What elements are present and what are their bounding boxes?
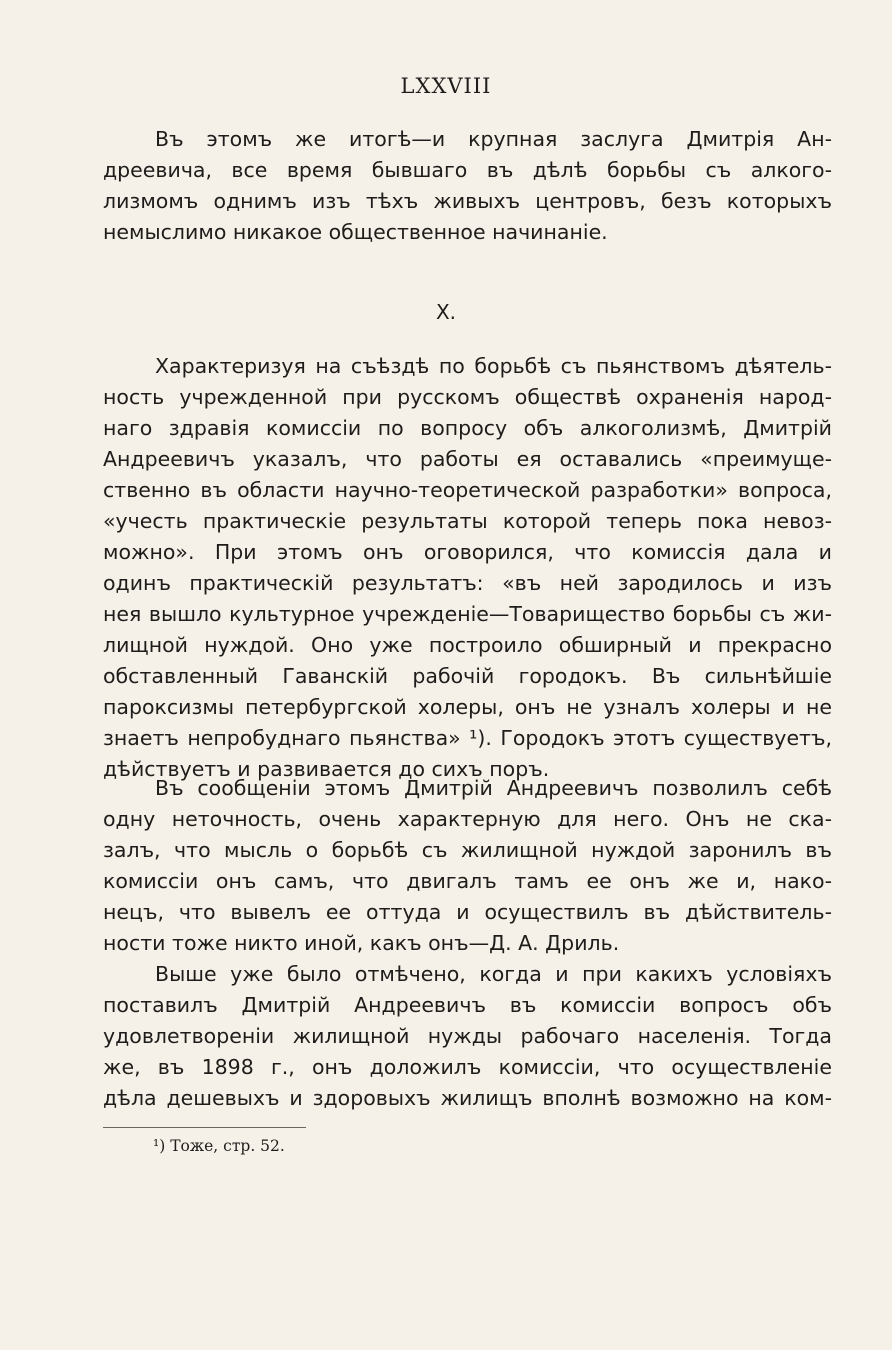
text-line: же, въ 1898 г., онъ доложилъ комиссіи, что осуществленіе — [103, 1055, 832, 1079]
text-line: обставленный Гаванскій рабочій городокъ. Въ сильнѣйшіе — [103, 664, 832, 688]
text-line: знаетъ непробуднаго пьянства» ¹). Городокъ этотъ существуетъ, — [103, 726, 832, 750]
text-line: комиссіи онъ самъ, что двигалъ тамъ ее онъ же и, нако- — [103, 869, 832, 893]
text-line: Въ сообщеніи этомъ Дмитрій Андреевичъ позволилъ себѣ — [155, 776, 832, 800]
text-line: одинъ практическій результатъ: «въ ней зародилось и изъ — [103, 571, 832, 595]
text-line: пароксизмы петербургской холеры, онъ не узналъ холеры и не — [103, 695, 832, 719]
paragraph-2 — [103, 351, 832, 785]
paragraph-1 — [103, 124, 832, 248]
text-line: дѣйствуетъ и развивается до сихъ поръ. — [103, 757, 550, 781]
text-line: Андреевичъ указалъ, что работы ея оставались «преимуще- — [103, 447, 832, 471]
footnote: ¹) Тоже, стр. 52. — [153, 1137, 285, 1155]
text-line: Въ этомъ же итогѣ—и крупная заслуга Дмитрія Ан- — [155, 127, 832, 151]
text-line: залъ, что мысль о борьбѣ съ жилищной нуждой заронилъ въ — [103, 838, 832, 862]
text-line: Характеризуя на съѣздѣ по борьбѣ съ пьянствомъ дѣятель- — [155, 354, 832, 378]
text-line: ности тоже никто иной, какъ онъ—Д. А. Дриль. — [103, 931, 620, 955]
text-line: удовлетвореніи жилищной нужды рабочаго населенія. Тогда — [103, 1024, 832, 1048]
text-line: поставилъ Дмитрій Андреевичъ въ комиссіи вопросъ объ — [103, 993, 832, 1017]
text-line: лищной нуждой. Оно уже построило обширный и прекрасно — [103, 633, 832, 657]
text-line: ность учрежденной при русскомъ обществѣ охраненія народ- — [103, 385, 832, 409]
text-line: нецъ, что вывелъ ее оттуда и осуществилъ въ дѣйствитель- — [103, 900, 832, 924]
text-line: немыслимо никакое общественное начинаніе. — [103, 220, 608, 244]
text-line: дреевича, все время бывшаго въ дѣлѣ борьбы съ алкого- — [103, 158, 832, 182]
footnote-rule — [103, 1127, 306, 1128]
text-line: можно». При этомъ онъ оговорился, что комиссія дала и — [103, 540, 832, 564]
page-number: LXXVIII — [400, 74, 492, 98]
section-heading: X. — [435, 300, 457, 324]
text-line: ственно въ области научно-теоретической разработки» вопроса, — [103, 478, 832, 502]
text-line: Выше уже было отмѣчено, когда и при какихъ условіяхъ — [155, 962, 832, 986]
text-line: дѣла дешевыхъ и здоровыхъ жилищъ вполнѣ возможно на ком- — [103, 1086, 832, 1110]
text-line: наго здравія комиссіи по вопросу объ алкоголизмѣ, Дмитрій — [103, 416, 832, 440]
text-line: одну неточность, очень характерную для него. Онъ не ска- — [103, 807, 832, 831]
paragraph-3 — [103, 773, 832, 959]
text-line: лизмомъ однимъ изъ тѣхъ живыхъ центровъ, безъ которыхъ — [103, 189, 832, 213]
text-line: «учесть практическіе результаты которой теперь пока невоз- — [103, 509, 832, 533]
text-line: нея вышло культурное учрежденіе—Товарищество борьбы съ жи- — [103, 602, 832, 626]
paragraph-4 — [103, 959, 832, 1114]
